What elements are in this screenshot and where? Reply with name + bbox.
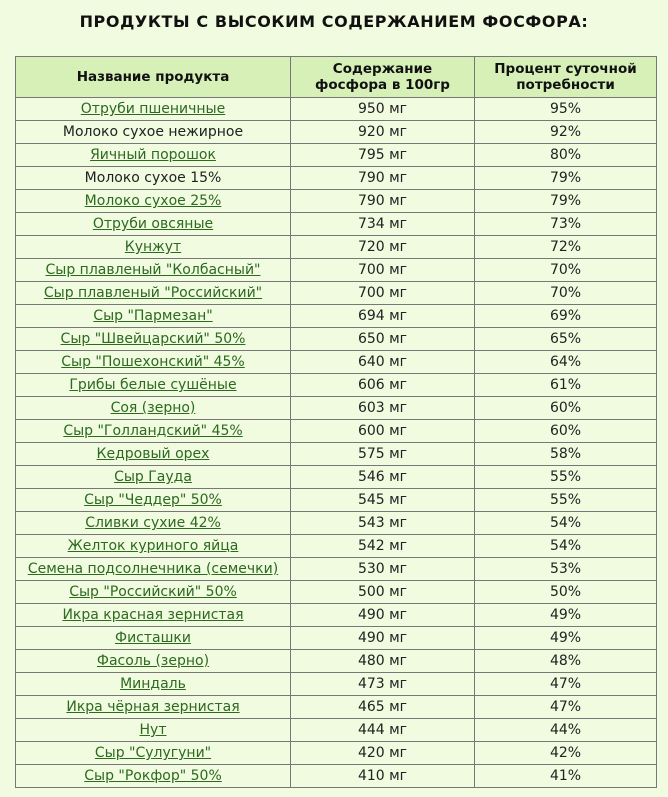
cell-phosphorus-amount: 950 мг <box>291 98 475 121</box>
cell-phosphorus-amount: 606 мг <box>291 374 475 397</box>
cell-daily-percent: 72% <box>475 236 657 259</box>
product-name: Молоко сухое нежирное <box>62 124 244 140</box>
cell-daily-percent: 55% <box>475 489 657 512</box>
product-link[interactable]: Сыр "Пошехонский" 45% <box>61 354 245 370</box>
header-product-name-label: Название продукта <box>76 69 230 85</box>
cell-product-name <box>16 558 291 581</box>
table-row <box>16 719 657 742</box>
cell-product-name <box>16 627 291 650</box>
cell-phosphorus-amount: 640 мг <box>291 351 475 374</box>
product-link[interactable]: Сыр плавленый "Российский" <box>43 285 263 301</box>
product-link[interactable]: Сыр "Швейцарский" 50% <box>60 331 246 347</box>
cell-phosphorus-amount: 480 мг <box>291 650 475 673</box>
cell-product-name <box>16 351 291 374</box>
cell-daily-percent: 65% <box>475 328 657 351</box>
cell-daily-percent: 79% <box>475 190 657 213</box>
cell-phosphorus-amount: 575 мг <box>291 443 475 466</box>
product-link[interactable]: Сыр "Сулугуни" <box>94 745 212 761</box>
cell-phosphorus-amount: 700 мг <box>291 282 475 305</box>
product-link[interactable]: Желток куриного яйца <box>67 538 239 554</box>
table-row <box>16 397 657 420</box>
table-row <box>16 466 657 489</box>
cell-phosphorus-amount: 490 мг <box>291 604 475 627</box>
cell-phosphorus-amount: 530 мг <box>291 558 475 581</box>
product-link[interactable]: Грибы белые сушёные <box>69 377 237 393</box>
product-link[interactable]: Соя (зерно) <box>110 400 196 416</box>
cell-phosphorus-amount: 650 мг <box>291 328 475 351</box>
product-link[interactable]: Семена подсолнечника (семечки) <box>27 561 279 577</box>
table-row <box>16 581 657 604</box>
cell-product-name <box>16 512 291 535</box>
table-row <box>16 351 657 374</box>
product-link[interactable]: Сыр Гауда <box>114 469 192 485</box>
cell-product-name <box>16 420 291 443</box>
cell-product-name <box>16 443 291 466</box>
table-row <box>16 765 657 788</box>
cell-product-name <box>16 489 291 512</box>
cell-phosphorus-amount: 473 мг <box>291 673 475 696</box>
cell-daily-percent: 79% <box>475 167 657 190</box>
cell-daily-percent: 92% <box>475 121 657 144</box>
table-row <box>16 374 657 397</box>
table-row <box>16 213 657 236</box>
cell-product-name <box>16 259 291 282</box>
cell-product-name <box>16 328 291 351</box>
cell-product-name <box>16 696 291 719</box>
cell-phosphorus-amount: 543 мг <box>291 512 475 535</box>
product-link[interactable]: Сыр "Голландский" 45% <box>63 423 243 439</box>
cell-daily-percent: 47% <box>475 696 657 719</box>
cell-phosphorus-amount: 500 мг <box>291 581 475 604</box>
cell-product-name <box>16 397 291 420</box>
table-row <box>16 98 657 121</box>
cell-daily-percent: 41% <box>475 765 657 788</box>
cell-product-name <box>16 719 291 742</box>
cell-product-name <box>16 305 291 328</box>
cell-phosphorus-amount: 795 мг <box>291 144 475 167</box>
cell-product-name <box>16 167 291 190</box>
cell-phosphorus-amount: 720 мг <box>291 236 475 259</box>
product-link[interactable]: Сыр "Чеддер" 50% <box>84 492 222 508</box>
header-daily-percent-line2: потребности <box>516 77 615 93</box>
phosphorus-table <box>15 56 657 788</box>
product-link[interactable]: Сыр "Российский" 50% <box>69 584 237 600</box>
cell-daily-percent: 58% <box>475 443 657 466</box>
header-daily-percent-line1: Процент суточной <box>494 61 637 77</box>
cell-product-name <box>16 535 291 558</box>
cell-product-name <box>16 213 291 236</box>
cell-phosphorus-amount: 700 мг <box>291 259 475 282</box>
product-link[interactable]: Фисташки <box>115 630 191 646</box>
cell-daily-percent: 69% <box>475 305 657 328</box>
cell-product-name <box>16 466 291 489</box>
cell-phosphorus-amount: 600 мг <box>291 420 475 443</box>
table-row <box>16 190 657 213</box>
product-link[interactable]: Кедровый орех <box>96 446 210 462</box>
cell-daily-percent: 80% <box>475 144 657 167</box>
cell-daily-percent: 60% <box>475 397 657 420</box>
cell-daily-percent: 54% <box>475 512 657 535</box>
header-phosphorus-content-line2: фосфора в 100гр <box>315 77 450 93</box>
product-link[interactable]: Сливки сухие 42% <box>85 515 221 531</box>
cell-phosphorus-amount: 465 мг <box>291 696 475 719</box>
table-row <box>16 673 657 696</box>
product-link[interactable]: Молоко сухое 25% <box>84 193 222 209</box>
product-link[interactable]: Отруби овсяные <box>92 216 214 232</box>
cell-daily-percent: 50% <box>475 581 657 604</box>
cell-product-name <box>16 98 291 121</box>
table-row <box>16 167 657 190</box>
table-row <box>16 121 657 144</box>
table-row <box>16 535 657 558</box>
cell-daily-percent: 70% <box>475 282 657 305</box>
table-row <box>16 305 657 328</box>
cell-daily-percent: 61% <box>475 374 657 397</box>
table-row <box>16 742 657 765</box>
cell-phosphorus-amount: 790 мг <box>291 167 475 190</box>
cell-phosphorus-amount: 444 мг <box>291 719 475 742</box>
cell-daily-percent: 47% <box>475 673 657 696</box>
cell-phosphorus-amount: 542 мг <box>291 535 475 558</box>
table-body <box>16 98 657 788</box>
cell-daily-percent: 53% <box>475 558 657 581</box>
table-row <box>16 420 657 443</box>
header-phosphorus-content-line1: Содержание <box>332 61 433 77</box>
cell-daily-percent: 64% <box>475 351 657 374</box>
cell-product-name <box>16 742 291 765</box>
product-link[interactable]: Сыр "Пармезан" <box>93 308 213 324</box>
product-name: Молоко сухое 15% <box>84 170 222 186</box>
cell-product-name <box>16 604 291 627</box>
cell-product-name <box>16 190 291 213</box>
header-phosphorus-content <box>291 57 475 98</box>
header-product-name <box>16 57 291 98</box>
cell-daily-percent: 49% <box>475 604 657 627</box>
header-daily-percent <box>475 57 657 98</box>
cell-phosphorus-amount: 920 мг <box>291 121 475 144</box>
page-title: ПРОДУКТЫ С ВЫСОКИМ СОДЕРЖАНИЕМ ФОСФОРА: <box>79 12 589 31</box>
cell-phosphorus-amount: 694 мг <box>291 305 475 328</box>
cell-daily-percent: 48% <box>475 650 657 673</box>
cell-product-name <box>16 144 291 167</box>
cell-phosphorus-amount: 545 мг <box>291 489 475 512</box>
table-row <box>16 604 657 627</box>
cell-phosphorus-amount: 546 мг <box>291 466 475 489</box>
table-row <box>16 259 657 282</box>
table-row <box>16 489 657 512</box>
product-link[interactable]: Нут <box>139 722 167 738</box>
cell-daily-percent: 49% <box>475 627 657 650</box>
cell-daily-percent: 44% <box>475 719 657 742</box>
table-row <box>16 328 657 351</box>
cell-product-name <box>16 282 291 305</box>
cell-daily-percent: 95% <box>475 98 657 121</box>
cell-phosphorus-amount: 734 мг <box>291 213 475 236</box>
cell-product-name <box>16 650 291 673</box>
product-link[interactable]: Фасоль (зерно) <box>96 653 210 669</box>
cell-phosphorus-amount: 410 мг <box>291 765 475 788</box>
cell-product-name <box>16 374 291 397</box>
product-link[interactable]: Кунжут <box>124 239 182 255</box>
table-row <box>16 443 657 466</box>
table-row <box>16 696 657 719</box>
cell-daily-percent: 55% <box>475 466 657 489</box>
table-header-row <box>16 57 657 98</box>
cell-product-name <box>16 673 291 696</box>
product-link[interactable]: Сыр "Рокфор" 50% <box>84 768 222 784</box>
cell-product-name <box>16 581 291 604</box>
cell-product-name <box>16 121 291 144</box>
cell-phosphorus-amount: 790 мг <box>291 190 475 213</box>
product-link[interactable]: Икра красная зернистая <box>62 607 244 623</box>
product-link[interactable]: Сыр плавленый "Колбасный" <box>45 262 261 278</box>
product-link[interactable]: Отруби пшеничные <box>80 101 226 117</box>
cell-phosphorus-amount: 420 мг <box>291 742 475 765</box>
product-link[interactable]: Икра чёрная зернистая <box>66 699 240 715</box>
cell-daily-percent: 42% <box>475 742 657 765</box>
cell-daily-percent: 70% <box>475 259 657 282</box>
table-row <box>16 650 657 673</box>
table-row <box>16 558 657 581</box>
cell-phosphorus-amount: 603 мг <box>291 397 475 420</box>
product-link[interactable]: Миндаль <box>120 676 186 692</box>
cell-daily-percent: 60% <box>475 420 657 443</box>
table-row <box>16 282 657 305</box>
cell-product-name <box>16 765 291 788</box>
cell-daily-percent: 54% <box>475 535 657 558</box>
table-row <box>16 236 657 259</box>
cell-product-name <box>16 236 291 259</box>
cell-daily-percent: 73% <box>475 213 657 236</box>
table-row <box>16 627 657 650</box>
product-link[interactable]: Яичный порошок <box>90 147 216 163</box>
cell-phosphorus-amount: 490 мг <box>291 627 475 650</box>
table-row <box>16 144 657 167</box>
table-row <box>16 512 657 535</box>
